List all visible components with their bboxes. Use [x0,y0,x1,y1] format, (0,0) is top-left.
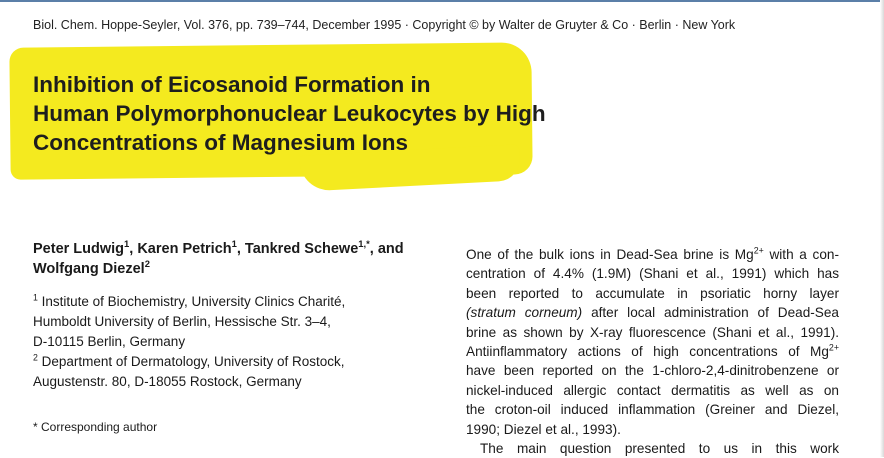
body-line: Antiinflammatory actions of high concentrations of $Mg^{2+}$ [466,342,839,360]
title-line-3: Concentrations of Magnesium Ions [33,130,409,155]
body-line: One of the bulk ions in Dead-Sea brine is $Mg^{2+}$ with a con- [466,245,839,262]
affiliation-1-line: Humboldt University of Berlin, Hessische Str. 3–4, [33,314,331,329]
affiliation-1-line: D-10115 Berlin, Germany [33,334,186,349]
body-line: brine as shown by X-ray fluorescence (Shani et al., 1991). [466,324,839,340]
paper-title [33,70,546,157]
body-line: (stratum corneum) after local administration of Dead-Sea [466,305,839,321]
body-line: centration of 4.4% (1.9M) (Shani et al., 1991) which has [466,266,839,282]
body-line-partial: The main question presented to us in this work [480,441,839,457]
page-edge-shadow [880,0,884,457]
body-line: 1990; Diezel et al., 1993). [466,421,621,437]
body-line: nickel-induced allergic contact dermatitis as well as on [466,382,839,398]
affiliation-2-line: $^2$ Department of Dermatology, University of Rostock, [33,352,345,369]
author-name: , Karen Petrich [129,241,232,257]
author-name: , Tankred Schewe [236,241,359,257]
affiliation-1-mark: 1 [33,292,38,303]
affiliations [33,292,423,392]
corresponding-author-note: * Corresponding author [33,420,158,434]
author-name: , and Wolfgang Diezel [33,241,404,277]
author-affil-mark: 1 [124,238,130,250]
author-affil-mark: 2 [144,258,150,270]
body-line: have been reported on the 1-chloro-2,4-dinitrobenzene or [466,363,839,379]
title-line-1: Inhibition of Eicosanoid Formation in [33,72,431,97]
author-name: Peter Ludwig [33,241,125,257]
journal-citation-line: Biol. Chem. Hoppe-Seyler, Vol. 376, pp. 739–744, December 1995 · Copyright © by Walter de Gruyter & Co · Berlin · New York [33,18,736,32]
body-text-column [466,245,839,457]
author-list [33,239,413,279]
author-affil-mark: 1,* [358,238,370,250]
title-line-2: Human Polymorphonuclear Leukocytes by High [33,101,546,126]
affiliation-2-mark: 2 [33,352,38,363]
author-affil-mark: 1 [231,238,237,250]
top-rule [0,0,884,2]
body-line: been reported to accumulate in psoriatic horny layer [466,285,839,301]
affiliation-2-line: Augustenstr. 80, D-18055 Rostock, Germany [33,374,302,389]
affiliation-1-line: $^1$ Institute of Biochemistry, University Clinics Charité, [33,292,346,309]
body-line: the croton-oil induced inflammation (Greiner and Diezel, [466,402,839,418]
